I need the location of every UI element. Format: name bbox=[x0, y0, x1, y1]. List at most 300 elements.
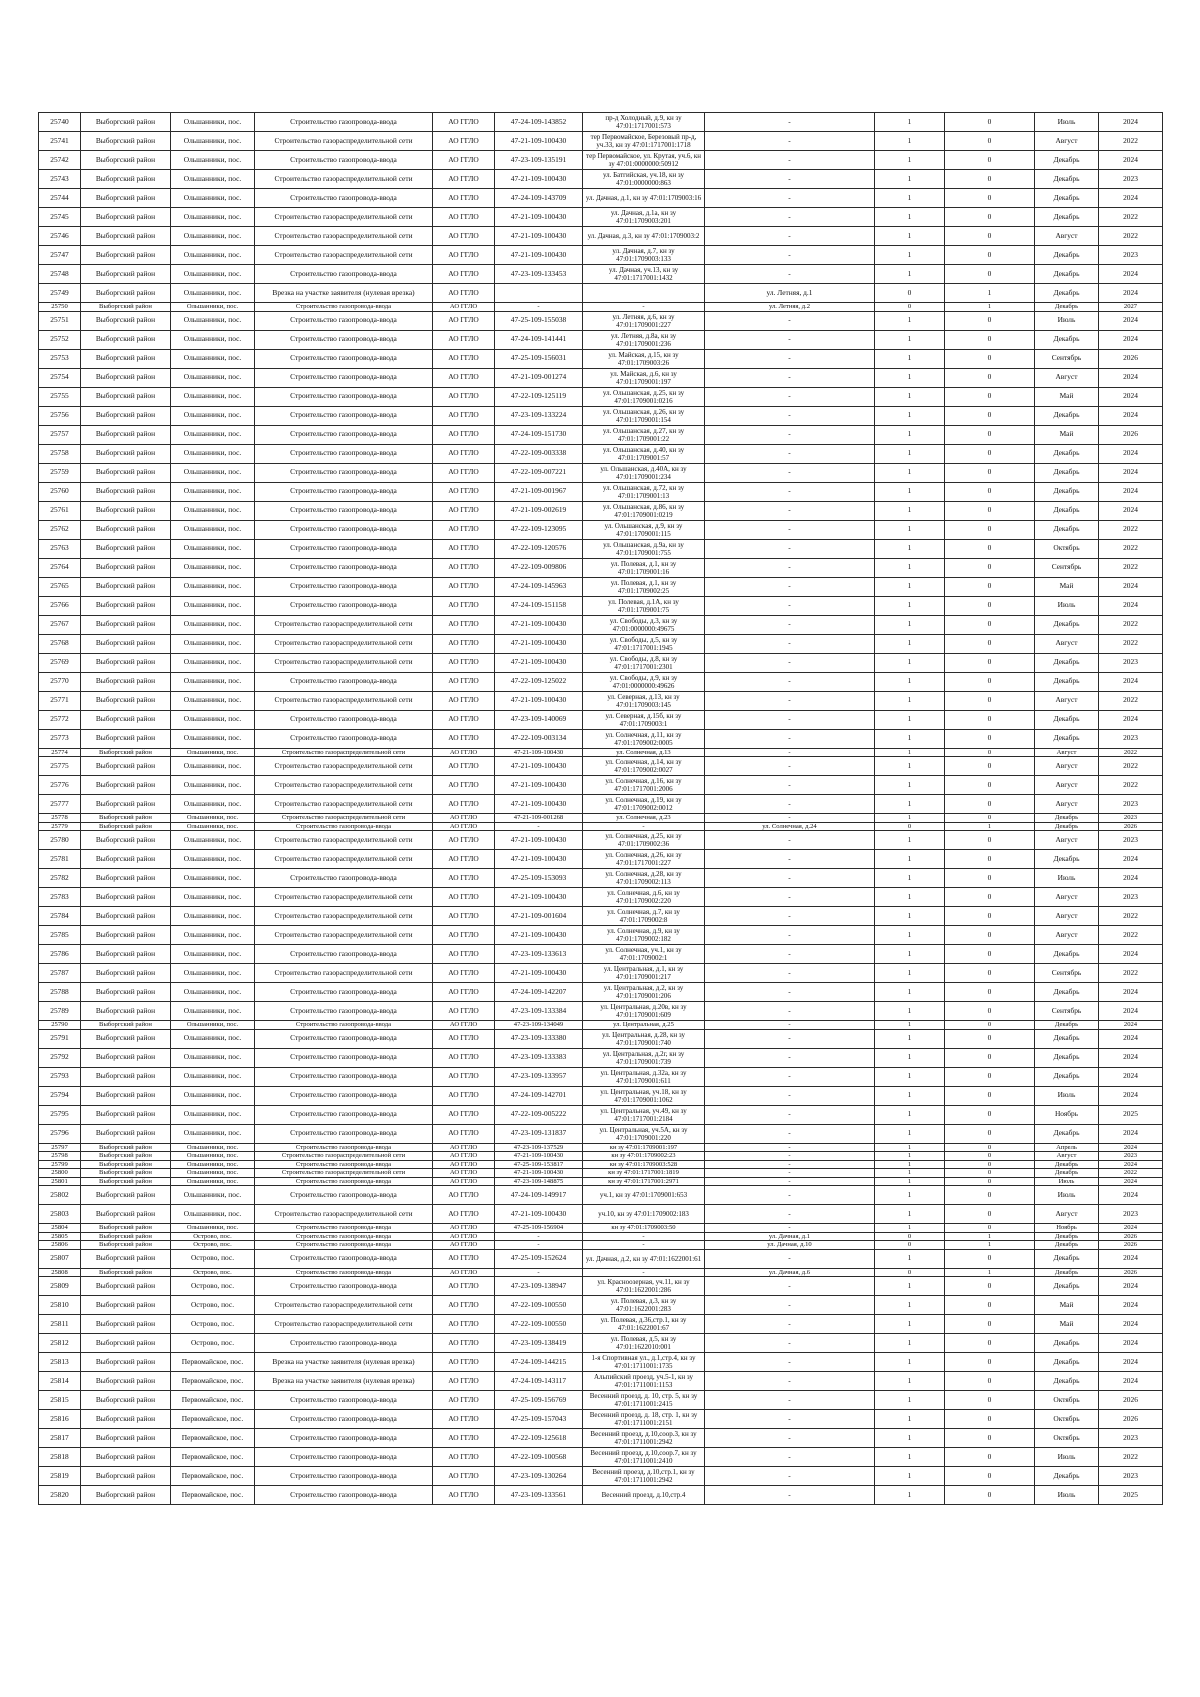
cell-count-2: 0 bbox=[945, 330, 1035, 349]
cell-request-number: 47-23-109-138419 bbox=[495, 1334, 583, 1353]
cell-plot-address: - bbox=[705, 368, 875, 387]
cell-number: 25816 bbox=[39, 1410, 81, 1429]
table-row bbox=[39, 1296, 1163, 1315]
cell-settlement: Первомайское, пос. bbox=[171, 1410, 255, 1429]
cell-year: 2026 bbox=[1099, 822, 1163, 831]
cell-district: Выборгский район bbox=[81, 596, 171, 615]
cell-plot-address: - bbox=[705, 1372, 875, 1391]
cell-month: Декабрь bbox=[1035, 208, 1099, 227]
cell-request-number: 47-22-109-100550 bbox=[495, 1296, 583, 1315]
cell-request-number: 47-21-109-100430 bbox=[495, 1205, 583, 1224]
cell-district: Выборгский район bbox=[81, 869, 171, 888]
cell-plot-address: - bbox=[705, 311, 875, 330]
cell-count-2: 0 bbox=[945, 1029, 1035, 1048]
cell-object-address: ул. Ольшанская, д.9а, кн зу 47:01:1709001:755 bbox=[583, 539, 705, 558]
table-row bbox=[39, 1391, 1163, 1410]
cell-count-1: 1 bbox=[875, 1391, 945, 1410]
cell-number: 25815 bbox=[39, 1391, 81, 1410]
cell-work-type: Строительство газопровода-ввода bbox=[255, 869, 433, 888]
cell-plot-address: - bbox=[705, 113, 875, 132]
cell-count-2: 0 bbox=[945, 208, 1035, 227]
cell-month: Декабрь bbox=[1035, 945, 1099, 964]
cell-work-type: Строительство газопровода-ввода bbox=[255, 1177, 433, 1186]
cell-count-1: 1 bbox=[875, 265, 945, 284]
cell-request-number: 47-21-109-001967 bbox=[495, 482, 583, 501]
cell-count-1: 1 bbox=[875, 482, 945, 501]
cell-request-number: - bbox=[495, 1232, 583, 1241]
cell-year: 2024 bbox=[1099, 151, 1163, 170]
cell-number: 25754 bbox=[39, 368, 81, 387]
cell-organization: АО ГГЛО bbox=[433, 822, 495, 831]
cell-month: Сентябрь bbox=[1035, 349, 1099, 368]
cell-plot-address: - bbox=[705, 1143, 875, 1152]
cell-organization: АО ГГЛО bbox=[433, 113, 495, 132]
cell-request-number: 47-25-109-156904 bbox=[495, 1224, 583, 1233]
cell-district: Выборгский район bbox=[81, 425, 171, 444]
table-row bbox=[39, 189, 1163, 208]
cell-year: 2024 bbox=[1099, 869, 1163, 888]
cell-district: Выборгский район bbox=[81, 1002, 171, 1021]
cell-request-number: 47-24-109-151158 bbox=[495, 596, 583, 615]
cell-month: Декабрь bbox=[1035, 983, 1099, 1002]
cell-settlement: Острово, пос. bbox=[171, 1334, 255, 1353]
cell-month: Сентябрь bbox=[1035, 558, 1099, 577]
cell-work-type: Строительство газопровода-ввода bbox=[255, 1002, 433, 1021]
cell-month: Сентябрь bbox=[1035, 964, 1099, 983]
cell-organization: АО ГГЛО bbox=[433, 1086, 495, 1105]
cell-request-number: 47-24-109-145963 bbox=[495, 577, 583, 596]
cell-month: Октябрь bbox=[1035, 1410, 1099, 1429]
cell-year: 2022 bbox=[1099, 748, 1163, 757]
cell-month: Декабрь bbox=[1035, 1160, 1099, 1169]
cell-count-1: 0 bbox=[875, 1241, 945, 1250]
cell-object-address: ул. Центральная, д.32а, кн зу 47:01:1709001:611 bbox=[583, 1067, 705, 1086]
cell-request-number: 47-21-109-100430 bbox=[495, 1152, 583, 1161]
cell-month: Август bbox=[1035, 748, 1099, 757]
cell-district: Выборгский район bbox=[81, 1021, 171, 1030]
cell-work-type: Строительство газораспределительной сети bbox=[255, 132, 433, 151]
cell-month: Май bbox=[1035, 387, 1099, 406]
cell-settlement: Ольшанники, пос. bbox=[171, 1169, 255, 1178]
cell-object-address: Весенний проезд, д.10,стр.4 bbox=[583, 1486, 705, 1505]
cell-work-type: Строительство газораспределительной сети bbox=[255, 748, 433, 757]
cell-count-2: 0 bbox=[945, 1177, 1035, 1186]
cell-count-1: 1 bbox=[875, 539, 945, 558]
cell-work-type: Строительство газопровода-ввода bbox=[255, 425, 433, 444]
cell-object-address: ул. Полевая, д.1, кн зу 47:01:1709001:16 bbox=[583, 558, 705, 577]
cell-year: 2024 bbox=[1099, 284, 1163, 303]
cell-year: 2022 bbox=[1099, 1169, 1163, 1178]
cell-year: 2022 bbox=[1099, 757, 1163, 776]
cell-plot-address: - bbox=[705, 1486, 875, 1505]
cell-work-type: Строительство газопровода-ввода bbox=[255, 113, 433, 132]
cell-work-type: Строительство газопровода-ввода bbox=[255, 501, 433, 520]
cell-organization: АО ГГЛО bbox=[433, 888, 495, 907]
cell-count-2: 0 bbox=[945, 1372, 1035, 1391]
cell-year: 2022 bbox=[1099, 615, 1163, 634]
cell-plot-address: - bbox=[705, 691, 875, 710]
cell-object-address: кн зу 47:01:1717001:1819 bbox=[583, 1169, 705, 1178]
cell-organization: АО ГГЛО bbox=[433, 1277, 495, 1296]
cell-year: 2026 bbox=[1099, 349, 1163, 368]
cell-count-2: 0 bbox=[945, 113, 1035, 132]
cell-number: 25819 bbox=[39, 1467, 81, 1486]
cell-count-2: 0 bbox=[945, 387, 1035, 406]
cell-plot-address: - bbox=[705, 1160, 875, 1169]
cell-district: Выборгский район bbox=[81, 189, 171, 208]
cell-district: Выборгский район bbox=[81, 1486, 171, 1505]
table-row bbox=[39, 151, 1163, 170]
cell-organization: АО ГГЛО bbox=[433, 653, 495, 672]
cell-count-2: 0 bbox=[945, 368, 1035, 387]
cell-organization: АО ГГЛО bbox=[433, 406, 495, 425]
cell-object-address bbox=[583, 284, 705, 303]
cell-request-number: 47-23-109-140069 bbox=[495, 710, 583, 729]
cell-organization: АО ГГЛО bbox=[433, 926, 495, 945]
cell-organization: АО ГГЛО bbox=[433, 814, 495, 823]
table-row bbox=[39, 170, 1163, 189]
cell-district: Выборгский район bbox=[81, 983, 171, 1002]
cell-year: 2024 bbox=[1099, 1124, 1163, 1143]
cell-settlement: Ольшанники, пос. bbox=[171, 822, 255, 831]
cell-settlement: Ольшанники, пос. bbox=[171, 831, 255, 850]
cell-work-type: Строительство газораспределительной сети bbox=[255, 814, 433, 823]
cell-settlement: Ольшанники, пос. bbox=[171, 444, 255, 463]
cell-year: 2023 bbox=[1099, 246, 1163, 265]
cell-count-1: 1 bbox=[875, 1372, 945, 1391]
cell-plot-address: - bbox=[705, 1086, 875, 1105]
cell-settlement: Ольшанники, пос. bbox=[171, 691, 255, 710]
cell-year: 2023 bbox=[1099, 170, 1163, 189]
cell-settlement: Ольшанники, пос. bbox=[171, 1186, 255, 1205]
cell-settlement: Ольшанники, пос. bbox=[171, 151, 255, 170]
cell-month: Декабрь bbox=[1035, 151, 1099, 170]
cell-month: Август bbox=[1035, 634, 1099, 653]
table-row bbox=[39, 132, 1163, 151]
cell-number: 25757 bbox=[39, 425, 81, 444]
cell-work-type: Строительство газопровода-ввода bbox=[255, 482, 433, 501]
cell-settlement: Ольшанники, пос. bbox=[171, 596, 255, 615]
cell-object-address: ул. Солнечная, д.7, кн зу 47:01:1709002:8 bbox=[583, 907, 705, 926]
cell-organization: АО ГГЛО bbox=[433, 387, 495, 406]
cell-object-address: ул. Солнечная, д.19, кн зу 47:01:1709002:0012 bbox=[583, 795, 705, 814]
cell-object-address: ул. Полевая, д.5, кн зу 47:01:1622010:001 bbox=[583, 1334, 705, 1353]
cell-request-number: 47-22-109-003338 bbox=[495, 444, 583, 463]
cell-organization: АО ГГЛО bbox=[433, 1410, 495, 1429]
cell-work-type: Строительство газопровода-ввода bbox=[255, 1224, 433, 1233]
cell-month: Август bbox=[1035, 227, 1099, 246]
cell-request-number: 47-22-109-100550 bbox=[495, 1315, 583, 1334]
table-row bbox=[39, 482, 1163, 501]
cell-settlement: Ольшанники, пос. bbox=[171, 520, 255, 539]
cell-object-address: ул. Дачная, д.2, кн зу 47:01:1622001:61 bbox=[583, 1249, 705, 1268]
cell-organization: АО ГГЛО bbox=[433, 227, 495, 246]
cell-number: 25786 bbox=[39, 945, 81, 964]
cell-settlement: Ольшанники, пос. bbox=[171, 776, 255, 795]
cell-plot-address: ул. Дачная, д.6 bbox=[705, 1268, 875, 1277]
cell-year: 2026 bbox=[1099, 1410, 1163, 1429]
table-row bbox=[39, 822, 1163, 831]
cell-organization: АО ГГЛО bbox=[433, 1124, 495, 1143]
cell-district: Выборгский район bbox=[81, 1169, 171, 1178]
cell-count-1: 1 bbox=[875, 170, 945, 189]
table-row bbox=[39, 425, 1163, 444]
cell-year: 2024 bbox=[1099, 330, 1163, 349]
cell-settlement: Ольшанники, пос. bbox=[171, 795, 255, 814]
cell-number: 25806 bbox=[39, 1241, 81, 1250]
cell-count-2: 0 bbox=[945, 850, 1035, 869]
cell-object-address: ул. Северная, д.15б, кн зу 47:01:1709003:1 bbox=[583, 710, 705, 729]
cell-number: 25801 bbox=[39, 1177, 81, 1186]
cell-work-type: Строительство газопровода-ввода bbox=[255, 596, 433, 615]
cell-count-1: 1 bbox=[875, 1467, 945, 1486]
cell-year: 2025 bbox=[1099, 1105, 1163, 1124]
cell-count-2: 0 bbox=[945, 710, 1035, 729]
cell-year: 2024 bbox=[1099, 387, 1163, 406]
cell-work-type: Строительство газопровода-ввода bbox=[255, 330, 433, 349]
cell-organization: АО ГГЛО bbox=[433, 1160, 495, 1169]
cell-count-1: 1 bbox=[875, 1296, 945, 1315]
cell-work-type: Строительство газопровода-ввода bbox=[255, 520, 433, 539]
cell-count-1: 1 bbox=[875, 208, 945, 227]
cell-plot-address: - bbox=[705, 1296, 875, 1315]
cell-month: Декабрь bbox=[1035, 284, 1099, 303]
cell-work-type: Строительство газопровода-ввода bbox=[255, 539, 433, 558]
table-row bbox=[39, 945, 1163, 964]
cell-request-number: 47-22-109-009806 bbox=[495, 558, 583, 577]
cell-work-type: Строительство газопровода-ввода bbox=[255, 1232, 433, 1241]
cell-district: Выборгский район bbox=[81, 1334, 171, 1353]
cell-plot-address: - bbox=[705, 850, 875, 869]
cell-count-1: 1 bbox=[875, 1486, 945, 1505]
cell-month: Октябрь bbox=[1035, 1429, 1099, 1448]
cell-month: Май bbox=[1035, 1315, 1099, 1334]
cell-settlement: Ольшанники, пос. bbox=[171, 634, 255, 653]
cell-settlement: Первомайское, пос. bbox=[171, 1486, 255, 1505]
cell-object-address: ул. Ольшанская, д.9, кн зу 47:01:1709001:115 bbox=[583, 520, 705, 539]
cell-request-number: - bbox=[495, 1268, 583, 1277]
cell-settlement: Ольшанники, пос. bbox=[171, 869, 255, 888]
cell-settlement: Острово, пос. bbox=[171, 1249, 255, 1268]
cell-count-2: 0 bbox=[945, 776, 1035, 795]
cell-organization: АО ГГЛО bbox=[433, 284, 495, 303]
table-row bbox=[39, 444, 1163, 463]
cell-district: Выборгский район bbox=[81, 1249, 171, 1268]
cell-request-number: 47-21-109-100430 bbox=[495, 757, 583, 776]
cell-district: Выборгский район bbox=[81, 653, 171, 672]
cell-district: Выборгский район bbox=[81, 284, 171, 303]
table-row bbox=[39, 1410, 1163, 1429]
cell-object-address: ул. Полевая, д.1, кн зу 47:01:1709002:25 bbox=[583, 577, 705, 596]
cell-count-1: 1 bbox=[875, 615, 945, 634]
cell-year: 2022 bbox=[1099, 926, 1163, 945]
cell-number: 25790 bbox=[39, 1021, 81, 1030]
cell-work-type: Строительство газопровода-ввода bbox=[255, 189, 433, 208]
cell-month: Декабрь bbox=[1035, 463, 1099, 482]
cell-object-address: - bbox=[583, 303, 705, 312]
cell-object-address: 1-я Спортивная ул., д.1,стр.4, кн зу 47:01:1711001:1735 bbox=[583, 1353, 705, 1372]
cell-request-number: 47-23-109-148875 bbox=[495, 1177, 583, 1186]
cell-object-address: тер Первомайское, ул. Крутая, уч.6, кн зу 47:01:0000000:50912 bbox=[583, 151, 705, 170]
table-row bbox=[39, 672, 1163, 691]
cell-number: 25812 bbox=[39, 1334, 81, 1353]
cell-count-2: 0 bbox=[945, 577, 1035, 596]
cell-settlement: Ольшанники, пос. bbox=[171, 1021, 255, 1030]
cell-count-2: 0 bbox=[945, 265, 1035, 284]
cell-year: 2026 bbox=[1099, 425, 1163, 444]
cell-request-number: - bbox=[495, 822, 583, 831]
cell-plot-address: - bbox=[705, 983, 875, 1002]
cell-settlement: Первомайское, пос. bbox=[171, 1467, 255, 1486]
cell-request-number: 47-22-109-125022 bbox=[495, 672, 583, 691]
table-row bbox=[39, 1021, 1163, 1030]
table-row bbox=[39, 1241, 1163, 1250]
table-row bbox=[39, 926, 1163, 945]
table-row bbox=[39, 795, 1163, 814]
cell-month: Декабрь bbox=[1035, 1372, 1099, 1391]
cell-organization: АО ГГЛО bbox=[433, 1105, 495, 1124]
cell-district: Выборгский район bbox=[81, 907, 171, 926]
cell-work-type: Строительство газопровода-ввода bbox=[255, 463, 433, 482]
cell-number: 25745 bbox=[39, 208, 81, 227]
cell-district: Выборгский район bbox=[81, 1429, 171, 1448]
cell-object-address: пр-д Холодный, д.9, кн зу 47:01:1717001:573 bbox=[583, 113, 705, 132]
cell-plot-address: - bbox=[705, 888, 875, 907]
cell-count-2: 0 bbox=[945, 1124, 1035, 1143]
cell-organization: АО ГГЛО bbox=[433, 303, 495, 312]
cell-object-address: Весенний проезд, д.10,соор.3, кн зу 47:01:1711001:2942 bbox=[583, 1429, 705, 1448]
cell-organization: АО ГГЛО bbox=[433, 1205, 495, 1224]
cell-count-1: 0 bbox=[875, 303, 945, 312]
cell-organization: АО ГГЛО bbox=[433, 983, 495, 1002]
cell-request-number: 47-22-109-123095 bbox=[495, 520, 583, 539]
cell-district: Выборгский район bbox=[81, 170, 171, 189]
cell-district: Выборгский район bbox=[81, 1067, 171, 1086]
cell-request-number: 47-21-109-100430 bbox=[495, 132, 583, 151]
cell-plot-address: - bbox=[705, 653, 875, 672]
cell-month: Октябрь bbox=[1035, 1391, 1099, 1410]
table-row bbox=[39, 869, 1163, 888]
cell-district: Выборгский район bbox=[81, 1086, 171, 1105]
cell-month: Декабрь bbox=[1035, 672, 1099, 691]
cell-count-1: 1 bbox=[875, 520, 945, 539]
cell-settlement: Ольшанники, пос. bbox=[171, 1048, 255, 1067]
cell-organization: АО ГГЛО bbox=[433, 501, 495, 520]
cell-month: Ноябрь bbox=[1035, 1105, 1099, 1124]
cell-month: Ноябрь bbox=[1035, 1224, 1099, 1233]
cell-object-address: кн зу 47:01:1709002:23 bbox=[583, 1152, 705, 1161]
cell-request-number: 47-23-109-138947 bbox=[495, 1277, 583, 1296]
cell-object-address: Альпийский проезд, уч.5-1, кн зу 47:01:1711001:1153 bbox=[583, 1372, 705, 1391]
cell-object-address: - bbox=[583, 822, 705, 831]
cell-object-address: ул. Дачная, д.3, кн зу 47:01:1709003:2 bbox=[583, 227, 705, 246]
cell-year: 2024 bbox=[1099, 311, 1163, 330]
cell-plot-address: - bbox=[705, 189, 875, 208]
cell-work-type: Строительство газопровода-ввода bbox=[255, 311, 433, 330]
table-row bbox=[39, 729, 1163, 748]
cell-month: Декабрь bbox=[1035, 1048, 1099, 1067]
cell-request-number: 47-22-109-007221 bbox=[495, 463, 583, 482]
cell-district: Выборгский район bbox=[81, 672, 171, 691]
cell-count-2: 0 bbox=[945, 757, 1035, 776]
table-row bbox=[39, 501, 1163, 520]
cell-count-2: 0 bbox=[945, 349, 1035, 368]
table-row bbox=[39, 1029, 1163, 1048]
cell-month: Июль bbox=[1035, 1486, 1099, 1505]
cell-month: Декабрь bbox=[1035, 330, 1099, 349]
table-row bbox=[39, 303, 1163, 312]
cell-district: Выборгский район bbox=[81, 208, 171, 227]
cell-number: 25802 bbox=[39, 1186, 81, 1205]
cell-number: 25741 bbox=[39, 132, 81, 151]
cell-object-address: Весенний проезд, д. 18, стр. 1, кн зу 47:01:1711001:2151 bbox=[583, 1410, 705, 1429]
cell-count-1: 1 bbox=[875, 945, 945, 964]
cell-year: 2024 bbox=[1099, 945, 1163, 964]
cell-plot-address: - bbox=[705, 539, 875, 558]
cell-month: Декабрь bbox=[1035, 710, 1099, 729]
cell-district: Выборгский район bbox=[81, 888, 171, 907]
cell-object-address: ул. Красноозерная, уч.11, кн зу 47:01:1622001:286 bbox=[583, 1277, 705, 1296]
cell-year: 2024 bbox=[1099, 577, 1163, 596]
cell-district: Выборгский район bbox=[81, 1467, 171, 1486]
cell-count-2: 0 bbox=[945, 691, 1035, 710]
cell-work-type: Строительство газораспределительной сети bbox=[255, 776, 433, 795]
cell-count-2: 0 bbox=[945, 482, 1035, 501]
cell-number: 25818 bbox=[39, 1448, 81, 1467]
cell-count-1: 1 bbox=[875, 710, 945, 729]
cell-month: Август bbox=[1035, 831, 1099, 850]
cell-object-address: ул. Солнечная, д.11, кн зу 47:01:1709002:0005 bbox=[583, 729, 705, 748]
cell-count-2: 0 bbox=[945, 1296, 1035, 1315]
cell-number: 25794 bbox=[39, 1086, 81, 1105]
cell-count-1: 0 bbox=[875, 284, 945, 303]
cell-object-address: ул. Центральная, уч.49, кн зу 47:01:1717001:2184 bbox=[583, 1105, 705, 1124]
cell-plot-address: - bbox=[705, 246, 875, 265]
cell-object-address: ул. Свободы, д.3, кн зу 47:01:0000000:49675 bbox=[583, 615, 705, 634]
cell-count-2: 0 bbox=[945, 1048, 1035, 1067]
cell-count-1: 1 bbox=[875, 1429, 945, 1448]
cell-month: Август bbox=[1035, 691, 1099, 710]
cell-work-type: Строительство газопровода-ввода bbox=[255, 1086, 433, 1105]
cell-count-1: 1 bbox=[875, 1169, 945, 1178]
cell-plot-address: - bbox=[705, 831, 875, 850]
cell-settlement: Ольшанники, пос. bbox=[171, 208, 255, 227]
cell-month: Декабрь bbox=[1035, 444, 1099, 463]
cell-organization: АО ГГЛО bbox=[433, 1021, 495, 1030]
table-row bbox=[39, 406, 1163, 425]
cell-plot-address: - bbox=[705, 672, 875, 691]
cell-request-number: 47-22-109-100568 bbox=[495, 1448, 583, 1467]
cell-number: 25751 bbox=[39, 311, 81, 330]
cell-object-address: ул. Центральная, д.25 bbox=[583, 1021, 705, 1030]
cell-settlement: Ольшанники, пос. bbox=[171, 387, 255, 406]
cell-settlement: Ольшанники, пос. bbox=[171, 757, 255, 776]
cell-count-2: 0 bbox=[945, 1334, 1035, 1353]
cell-month: Май bbox=[1035, 577, 1099, 596]
cell-request-number: 47-23-109-133383 bbox=[495, 1048, 583, 1067]
cell-district: Выборгский район bbox=[81, 1296, 171, 1315]
cell-number: 25791 bbox=[39, 1029, 81, 1048]
cell-object-address: ул. Солнечная, д.13 bbox=[583, 748, 705, 757]
cell-object-address: ул. Ольшанская, д.25, кн зу 47:01:1709001:0216 bbox=[583, 387, 705, 406]
cell-year: 2024 bbox=[1099, 1296, 1163, 1315]
cell-year: 2022 bbox=[1099, 558, 1163, 577]
cell-year: 2024 bbox=[1099, 1067, 1163, 1086]
cell-count-2: 0 bbox=[945, 1429, 1035, 1448]
cell-count-1: 1 bbox=[875, 151, 945, 170]
cell-number: 25758 bbox=[39, 444, 81, 463]
table-body bbox=[39, 113, 1163, 1505]
